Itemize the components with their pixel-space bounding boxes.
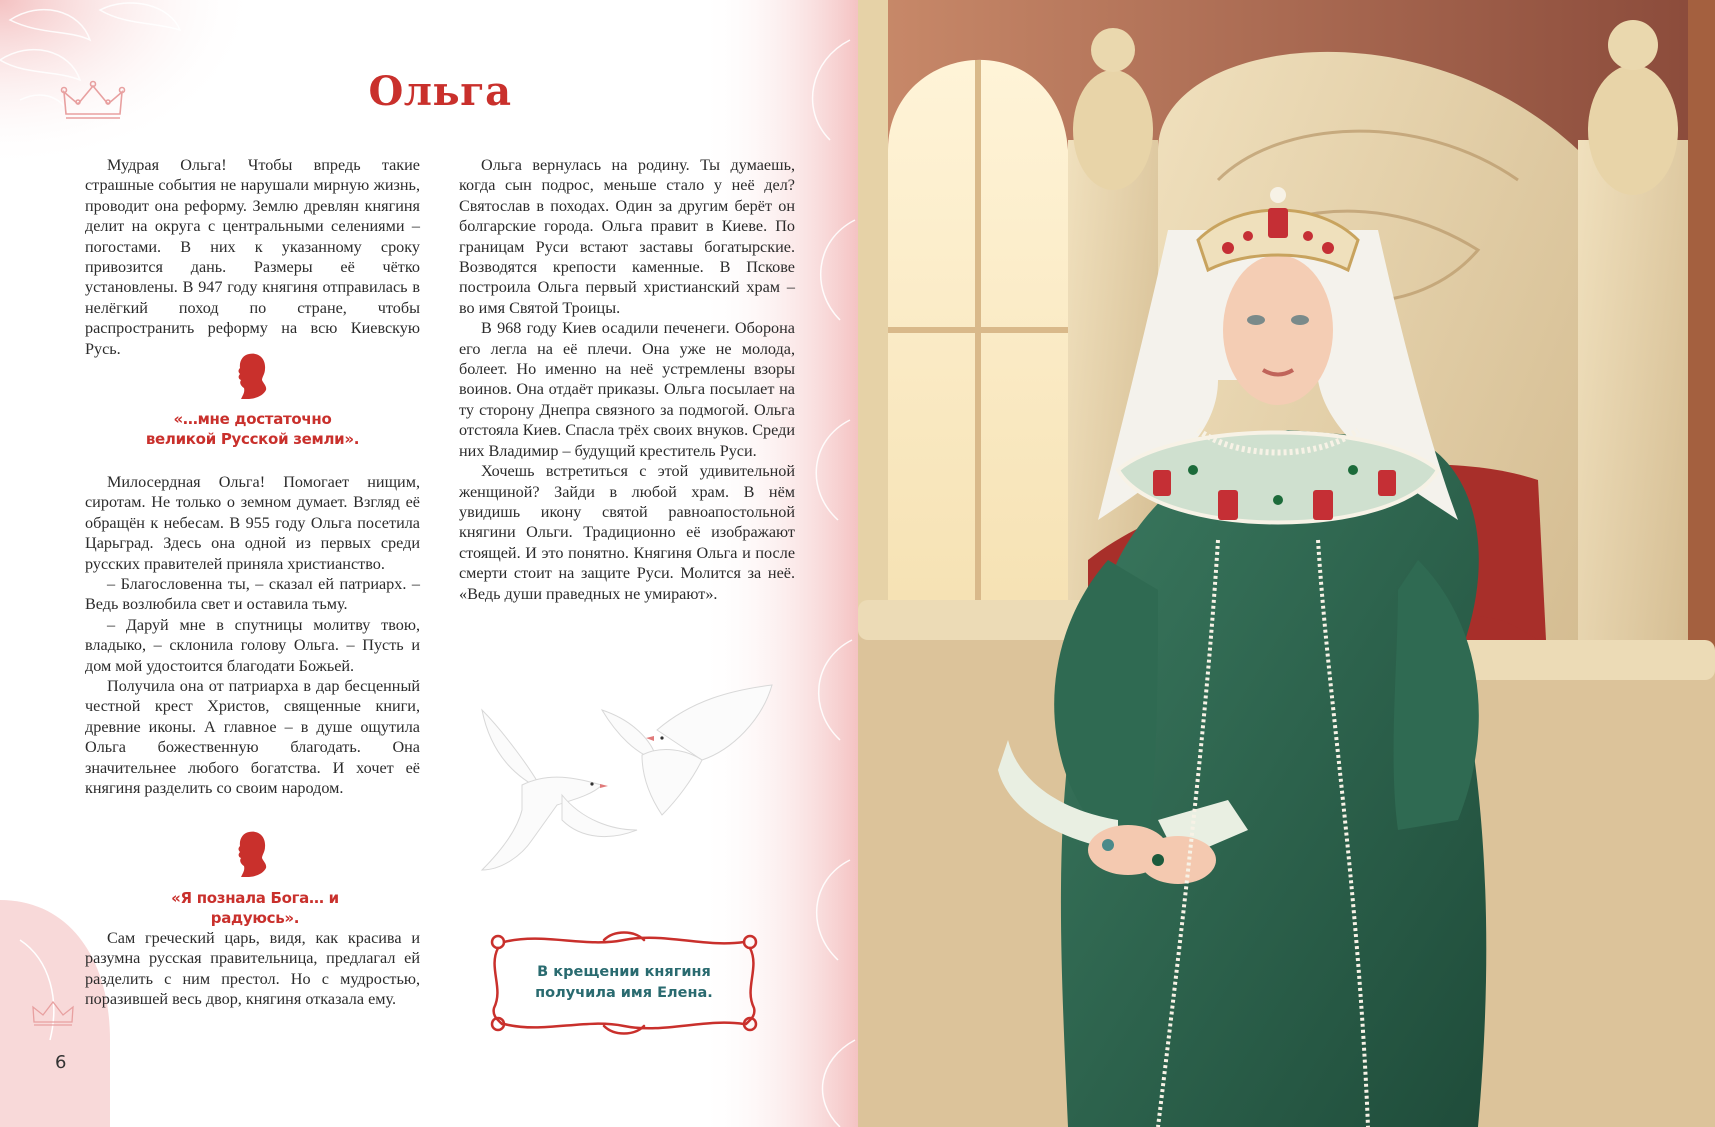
- paragraph: В 968 году Киев осадили печенеги. Оборона его легла на её плечи. Она уже не молода, болеет. Но именно на неё устремлены взоры воинов. Она отдаёт приказы. Ольга посылает на ту сторону Днепра связного за подмогой. Ольга отстояла Киев. Спасла трёх своих внуков. Среди них Владимир – будущий креститель Руси.: [459, 319, 795, 460]
- floral-top-left-decoration: [0, 0, 260, 170]
- page-title: Ольга: [368, 68, 512, 115]
- crown-small-icon: [30, 998, 76, 1028]
- quote-1: «…мне достаточно великой Русской земли».: [145, 410, 360, 448]
- paragraph: – Благословенна ты, – сказал ей патриарх. – Ведь возлюбила свет и оставила тьму.: [85, 575, 420, 614]
- woman-silhouette-icon: [235, 352, 269, 400]
- paragraph: Хочешь встретиться с этой удивительной женщиной? Зайди в любой храм. В нём увидишь икону святой равноапостольной княгини Ольги. Традиционно её изображают стоящей. И это понятно. Княгиня Ольга и после смерти стоит на защите Руси. Молится за неё. «Ведь души праведных не умирают».: [459, 462, 795, 603]
- paragraph: Сам греческий царь, видя, как красива и разумна русская правительница, предлагал ей разделить с ним престол. Но с мудростью, поразившей весь двор, княгиня отказала ему.: [85, 929, 420, 1009]
- callout-text: В крещении княгиня получила имя Елена.: [535, 964, 713, 1001]
- woman-silhouette-icon: [235, 830, 269, 878]
- paragraph: Мудрая Ольга! Чтобы впредь такие страшные события не нарушали мирную жизнь, проводит она реформу. Землю древлян княгиня делит на округа с центральными селениями – погостами. В них к указанному сроку привозится дань. Размеры её чётко установлены. В 947 году княгиня отправилась в нелёгкий поход по стране, чтобы распространить реформу на всю Киевскую Русь.: [85, 156, 420, 358]
- paragraph: – Даруй мне в спутницы молитву твою, владыко, – склонила голову Ольга. – Пусть и дом мой удостоится благодати Божьей.: [85, 615, 420, 675]
- right-column: [459, 155, 795, 604]
- crown-icon: [60, 80, 126, 122]
- left-column-block-2: [85, 472, 420, 799]
- left-column-block-1: [85, 155, 420, 359]
- paragraph: Ольга вернулась на родину. Ты думаешь, когда сын подрос, меньше стало у неё дел? Святослав в походах. Один за другим берёт он болгарские города. Ольга правит в Киеве. По границам Руси встают заставы богатырские. Возводятся крепости каменные. В Пскове построила Ольга первый христианский храм – во имя Святой Троицы.: [459, 156, 795, 317]
- page-number: 6: [55, 1052, 67, 1073]
- paragraph: Получила она от патриарха в дар бесценный честной крест Христов, священные книги, древние иконы. А главное – в душе ощутила Ольга божественную благодать. Она значительнее любого богатства. И хочет её княгиня разделить со своим народом.: [85, 677, 420, 798]
- throne-scene: [858, 0, 1715, 1127]
- left-column-block-3: [85, 928, 420, 1010]
- doves-illustration: [462, 680, 792, 890]
- paragraph: Милосердная Ольга! Помогает нищим, сиротам. Не только о земном думает. Взгляд её обращён к небесам. В 955 году Ольга посетила Царьград. Здесь она одной из первых среди русских правителей приняла христианство.: [85, 473, 420, 573]
- princess-olga-illustration: [858, 0, 1715, 1127]
- quote-2: «Я познала Бога… и радуюсь».: [171, 889, 339, 927]
